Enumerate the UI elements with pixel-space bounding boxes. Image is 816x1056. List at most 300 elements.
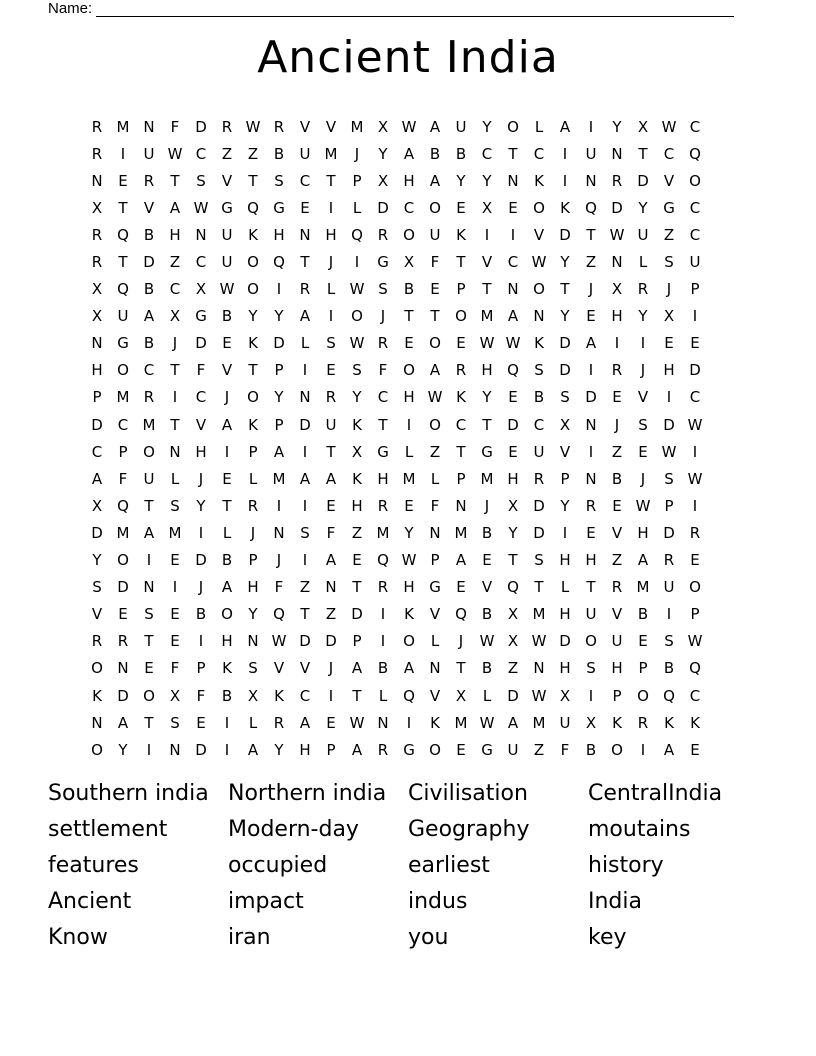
grid-letter: Q xyxy=(273,253,285,272)
grid-letter: M xyxy=(636,578,650,597)
grid-letter: P xyxy=(456,280,466,299)
grid-letter: W xyxy=(479,632,495,651)
grid-letter: E xyxy=(508,198,518,217)
grid-letter: H xyxy=(481,361,493,380)
grid-letter: O xyxy=(117,551,129,570)
grid-letter: W xyxy=(245,117,261,136)
grid-letter: C xyxy=(689,388,701,407)
grid-letter: N xyxy=(533,307,545,326)
grid-letter: I xyxy=(198,523,204,542)
grid-letter: R xyxy=(377,334,389,353)
grid-letter: W xyxy=(687,415,703,434)
grid-letter: X xyxy=(507,605,519,624)
grid-letter: T xyxy=(352,578,362,597)
grid-letter: I xyxy=(146,551,152,570)
grid-letter: E xyxy=(222,334,232,353)
grid-letter: X xyxy=(377,171,389,190)
grid-letter: A xyxy=(507,713,519,732)
grid-letter: O xyxy=(455,307,467,326)
grid-letter: I xyxy=(224,713,230,732)
grid-letter: Y xyxy=(482,117,492,136)
grid-letter: E xyxy=(326,713,336,732)
word-list-item: moutains xyxy=(588,817,691,842)
grid-letter: W xyxy=(531,632,547,651)
grid-letter: I xyxy=(328,307,334,326)
grid-letter: X xyxy=(455,686,467,705)
word-list-item: Civilisation xyxy=(408,781,528,806)
grid-letter: T xyxy=(326,171,336,190)
grid-letter: P xyxy=(274,415,284,434)
grid-letter: E xyxy=(456,740,466,759)
grid-letter: W xyxy=(401,551,417,570)
grid-letter: T xyxy=(248,361,258,380)
grid-letter: O xyxy=(403,225,415,244)
grid-letter: E xyxy=(118,171,128,190)
grid-letter: R xyxy=(377,578,389,597)
grid-letter: M xyxy=(168,523,182,542)
grid-letter: N xyxy=(169,740,181,759)
grid-letter: A xyxy=(143,307,155,326)
grid-letter: M xyxy=(116,523,130,542)
grid-letter: R xyxy=(533,469,545,488)
grid-letter: J xyxy=(458,632,464,651)
grid-letter: P xyxy=(196,659,206,678)
grid-letter: S xyxy=(664,469,674,488)
grid-letter: C xyxy=(195,253,207,272)
grid-letter: D xyxy=(507,415,519,434)
grid-letter: H xyxy=(403,578,415,597)
grid-letter: I xyxy=(302,361,308,380)
grid-letter: O xyxy=(585,632,597,651)
grid-letter: I xyxy=(406,713,412,732)
grid-letter: B xyxy=(429,144,441,163)
grid-letter: J xyxy=(640,469,646,488)
grid-letter: N xyxy=(247,632,259,651)
grid-letter: D xyxy=(559,361,571,380)
grid-letter: W xyxy=(427,388,443,407)
grid-letter: X xyxy=(403,253,415,272)
grid-letter: Y xyxy=(378,144,388,163)
grid-letter: A xyxy=(143,523,155,542)
grid-letter: R xyxy=(91,253,103,272)
grid-letter: R xyxy=(377,225,389,244)
grid-letter: W xyxy=(687,632,703,651)
grid-letter: N xyxy=(429,659,441,678)
grid-row xyxy=(84,140,708,167)
grid-letter: L xyxy=(430,469,440,488)
grid-letter: F xyxy=(170,659,180,678)
grid-letter: N xyxy=(325,578,337,597)
grid-letter: D xyxy=(299,632,311,651)
grid-letter: E xyxy=(404,334,414,353)
grid-letter: T xyxy=(144,713,154,732)
grid-letter: Z xyxy=(351,523,363,542)
grid-letter: H xyxy=(299,740,311,759)
grid-letter: C xyxy=(403,198,415,217)
grid-letter: S xyxy=(326,334,336,353)
grid-letter: A xyxy=(169,198,181,217)
grid-letter: J xyxy=(614,415,620,434)
grid-row xyxy=(84,276,708,303)
grid-letter: I xyxy=(354,253,360,272)
grid-letter: N xyxy=(507,280,519,299)
grid-letter: F xyxy=(196,361,206,380)
grid-letter: N xyxy=(455,496,467,515)
grid-letter: B xyxy=(143,225,155,244)
grid-letter: P xyxy=(248,442,258,461)
grid-letter: Z xyxy=(169,253,181,272)
grid-letter: H xyxy=(195,442,207,461)
grid-letter: P xyxy=(274,361,284,380)
grid-letter: O xyxy=(429,740,441,759)
grid-letter: E xyxy=(586,307,596,326)
grid-letter: D xyxy=(689,361,701,380)
grid-letter: Y xyxy=(274,388,284,407)
grid-letter: M xyxy=(324,144,338,163)
grid-letter: J xyxy=(276,551,282,570)
grid-letter: I xyxy=(276,496,282,515)
grid-letter: P xyxy=(638,659,648,678)
grid-letter: W xyxy=(349,280,365,299)
grid-letter: R xyxy=(611,171,623,190)
grid-letter: S xyxy=(92,578,102,597)
grid-letter: I xyxy=(614,334,620,353)
grid-letter: V xyxy=(299,659,311,678)
grid-letter: P xyxy=(430,551,440,570)
grid-row xyxy=(84,519,708,546)
grid-letter: I xyxy=(588,117,594,136)
grid-letter: P xyxy=(326,740,336,759)
grid-letter: S xyxy=(534,361,544,380)
grid-letter: F xyxy=(430,253,440,272)
letter-grid xyxy=(84,113,708,763)
grid-letter: I xyxy=(562,523,568,542)
grid-letter: R xyxy=(143,171,155,190)
grid-letter: S xyxy=(586,659,596,678)
grid-letter: W xyxy=(349,334,365,353)
grid-letter: O xyxy=(247,280,259,299)
grid-letter: A xyxy=(403,659,415,678)
grid-letter: P xyxy=(118,442,128,461)
grid-letter: J xyxy=(354,144,360,163)
grid-letter: I xyxy=(380,632,386,651)
grid-letter: K xyxy=(248,334,258,353)
grid-letter: Z xyxy=(533,740,545,759)
grid-letter: D xyxy=(559,225,571,244)
grid-letter: H xyxy=(637,523,649,542)
grid-letter: X xyxy=(377,117,389,136)
grid-letter: K xyxy=(404,605,414,624)
page-title: Ancient India xyxy=(257,32,559,83)
word-list-item: history xyxy=(588,853,664,878)
grid-row xyxy=(84,113,708,140)
grid-letter: N xyxy=(195,225,207,244)
grid-letter: I xyxy=(692,307,698,326)
grid-letter: F xyxy=(378,361,388,380)
grid-letter: I xyxy=(562,144,568,163)
grid-letter: O xyxy=(247,253,259,272)
grid-letter: L xyxy=(378,686,388,705)
grid-letter: W xyxy=(661,117,677,136)
grid-letter: P xyxy=(690,605,700,624)
grid-letter: C xyxy=(533,415,545,434)
grid-letter: U xyxy=(585,605,597,624)
grid-letter: V xyxy=(325,117,337,136)
grid-letter: T xyxy=(118,198,128,217)
grid-letter: J xyxy=(484,496,490,515)
grid-letter: D xyxy=(663,523,675,542)
grid-letter: H xyxy=(585,551,597,570)
grid-letter: T xyxy=(508,551,518,570)
grid-letter: A xyxy=(351,740,363,759)
grid-letter: T xyxy=(482,415,492,434)
grid-letter: Z xyxy=(611,551,623,570)
grid-letter: T xyxy=(144,496,154,515)
grid-letter: G xyxy=(117,334,129,353)
grid-letter: I xyxy=(328,198,334,217)
grid-letter: E xyxy=(482,551,492,570)
grid-letter: L xyxy=(430,632,440,651)
grid-letter: E xyxy=(612,496,622,515)
grid-letter: E xyxy=(508,388,518,407)
grid-letter: P xyxy=(690,280,700,299)
grid-letter: D xyxy=(143,253,155,272)
grid-letter: A xyxy=(91,469,103,488)
grid-letter: V xyxy=(481,253,493,272)
grid-letter: R xyxy=(91,117,103,136)
grid-letter: X xyxy=(247,686,259,705)
grid-letter: Q xyxy=(689,144,701,163)
grid-letter: T xyxy=(404,307,414,326)
grid-letter: R xyxy=(273,713,285,732)
grid-letter: E xyxy=(118,605,128,624)
grid-letter: B xyxy=(481,523,493,542)
grid-letter: G xyxy=(377,442,389,461)
grid-letter: W xyxy=(687,469,703,488)
grid-letter: R xyxy=(637,280,649,299)
grid-letter: S xyxy=(274,171,284,190)
grid-letter: T xyxy=(144,632,154,651)
grid-letter: V xyxy=(221,171,233,190)
grid-letter: N xyxy=(273,523,285,542)
grid-letter: Q xyxy=(247,198,259,217)
grid-letter: P xyxy=(560,469,570,488)
grid-letter: E xyxy=(456,578,466,597)
grid-letter: A xyxy=(507,307,519,326)
grid-letter: G xyxy=(273,198,285,217)
grid-letter: D xyxy=(117,686,129,705)
grid-letter: B xyxy=(663,659,675,678)
grid-letter: C xyxy=(481,144,493,163)
grid-letter: L xyxy=(248,469,258,488)
grid-letter: E xyxy=(456,334,466,353)
grid-letter: I xyxy=(692,496,698,515)
grid-letter: S xyxy=(378,280,388,299)
grid-letter: X xyxy=(663,307,675,326)
grid-letter: R xyxy=(455,361,467,380)
grid-letter: W xyxy=(479,713,495,732)
grid-letter: H xyxy=(377,469,389,488)
grid-letter: A xyxy=(403,144,415,163)
grid-letter: W xyxy=(219,280,235,299)
grid-row xyxy=(84,167,708,194)
grid-letter: U xyxy=(455,117,467,136)
grid-letter: I xyxy=(120,144,126,163)
word-list-item: Modern-day xyxy=(228,817,359,842)
grid-row xyxy=(84,384,708,411)
grid-letter: X xyxy=(169,686,181,705)
grid-row xyxy=(84,709,708,736)
name-label: Name: xyxy=(48,0,93,17)
grid-letter: E xyxy=(326,496,336,515)
grid-letter: U xyxy=(689,253,701,272)
grid-letter: S xyxy=(248,659,258,678)
grid-letter: W xyxy=(193,198,209,217)
grid-letter: X xyxy=(481,198,493,217)
grid-letter: K xyxy=(92,686,102,705)
grid-letter: L xyxy=(404,442,414,461)
grid-letter: D xyxy=(559,334,571,353)
grid-letter: Q xyxy=(117,496,129,515)
word-list-item: indus xyxy=(408,889,468,914)
grid-letter: Y xyxy=(274,307,284,326)
grid-letter: V xyxy=(559,442,571,461)
grid-letter: D xyxy=(507,686,519,705)
grid-letter: R xyxy=(611,361,623,380)
grid-letter: Q xyxy=(403,686,415,705)
grid-letter: A xyxy=(247,740,259,759)
grid-letter: N xyxy=(117,659,129,678)
grid-letter: D xyxy=(195,740,207,759)
grid-letter: A xyxy=(299,469,311,488)
grid-letter: W xyxy=(271,632,287,651)
grid-letter: C xyxy=(689,686,701,705)
grid-letter: T xyxy=(118,253,128,272)
grid-letter: Q xyxy=(689,659,701,678)
grid-letter: U xyxy=(559,713,571,732)
grid-letter: O xyxy=(221,605,233,624)
grid-letter: G xyxy=(221,198,233,217)
grid-letter: Q xyxy=(507,578,519,597)
grid-letter: I xyxy=(198,632,204,651)
grid-row xyxy=(84,438,708,465)
word-list-item: India xyxy=(588,889,642,914)
word-list-item: Know xyxy=(48,925,108,950)
grid-letter: M xyxy=(350,117,364,136)
grid-letter: K xyxy=(248,415,258,434)
grid-letter: V xyxy=(663,171,675,190)
grid-letter: V xyxy=(611,605,623,624)
grid-letter: F xyxy=(274,578,284,597)
grid-row xyxy=(84,248,708,275)
grid-row xyxy=(84,628,708,655)
grid-letter: O xyxy=(611,740,623,759)
grid-letter: W xyxy=(505,334,521,353)
grid-letter: U xyxy=(117,307,129,326)
grid-letter: T xyxy=(222,496,232,515)
grid-letter: G xyxy=(481,740,493,759)
grid-letter: C xyxy=(377,388,389,407)
grid-letter: Y xyxy=(560,253,570,272)
grid-letter: O xyxy=(429,334,441,353)
grid-letter: J xyxy=(666,280,672,299)
grid-letter: E xyxy=(170,632,180,651)
grid-letter: N xyxy=(143,578,155,597)
grid-letter: E xyxy=(196,713,206,732)
grid-letter: X xyxy=(91,496,103,515)
grid-letter: Z xyxy=(247,144,259,163)
grid-letter: A xyxy=(429,361,441,380)
grid-letter: T xyxy=(482,280,492,299)
grid-letter: L xyxy=(326,280,336,299)
grid-letter: Y xyxy=(482,388,492,407)
word-list-item: iran xyxy=(228,925,271,950)
grid-letter: L xyxy=(248,713,258,732)
grid-letter: L xyxy=(482,686,492,705)
grid-letter: Y xyxy=(638,307,648,326)
grid-letter: U xyxy=(325,415,337,434)
grid-letter: O xyxy=(689,171,701,190)
word-list-item: Ancient xyxy=(48,889,132,914)
grid-row xyxy=(84,492,708,519)
grid-letter: H xyxy=(91,361,103,380)
grid-letter: D xyxy=(91,415,103,434)
grid-letter: K xyxy=(664,713,674,732)
grid-letter: E xyxy=(326,361,336,380)
grid-letter: U xyxy=(221,225,233,244)
grid-letter: J xyxy=(588,280,594,299)
grid-letter: N xyxy=(585,469,597,488)
grid-letter: X xyxy=(91,280,103,299)
grid-letter: K xyxy=(248,225,258,244)
grid-letter: S xyxy=(534,551,544,570)
grid-letter: K xyxy=(430,713,440,732)
name-underline xyxy=(96,2,734,17)
grid-letter: C xyxy=(117,415,129,434)
grid-letter: Z xyxy=(429,442,441,461)
grid-letter: Q xyxy=(377,551,389,570)
grid-letter: Q xyxy=(455,605,467,624)
grid-letter: R xyxy=(585,496,597,515)
grid-letter: C xyxy=(689,117,701,136)
grid-letter: E xyxy=(508,442,518,461)
grid-letter: R xyxy=(273,117,285,136)
grid-letter: B xyxy=(585,740,597,759)
word-list-item: occupied xyxy=(228,853,328,878)
grid-letter: Y xyxy=(196,496,206,515)
grid-letter: D xyxy=(585,388,597,407)
grid-letter: X xyxy=(611,280,623,299)
grid-letter: M xyxy=(532,713,546,732)
grid-letter: L xyxy=(534,117,544,136)
grid-letter: U xyxy=(611,632,623,651)
grid-letter: H xyxy=(403,171,415,190)
grid-letter: R xyxy=(377,740,389,759)
grid-letter: X xyxy=(507,632,519,651)
grid-letter: U xyxy=(299,144,311,163)
grid-letter: I xyxy=(146,740,152,759)
grid-letter: S xyxy=(144,605,154,624)
grid-letter: K xyxy=(352,415,362,434)
grid-letter: D xyxy=(117,578,129,597)
grid-letter: U xyxy=(585,144,597,163)
grid-letter: Y xyxy=(482,171,492,190)
grid-letter: W xyxy=(167,144,183,163)
grid-letter: I xyxy=(640,334,646,353)
grid-letter: J xyxy=(640,361,646,380)
grid-letter: E xyxy=(664,334,674,353)
grid-letter: F xyxy=(196,686,206,705)
